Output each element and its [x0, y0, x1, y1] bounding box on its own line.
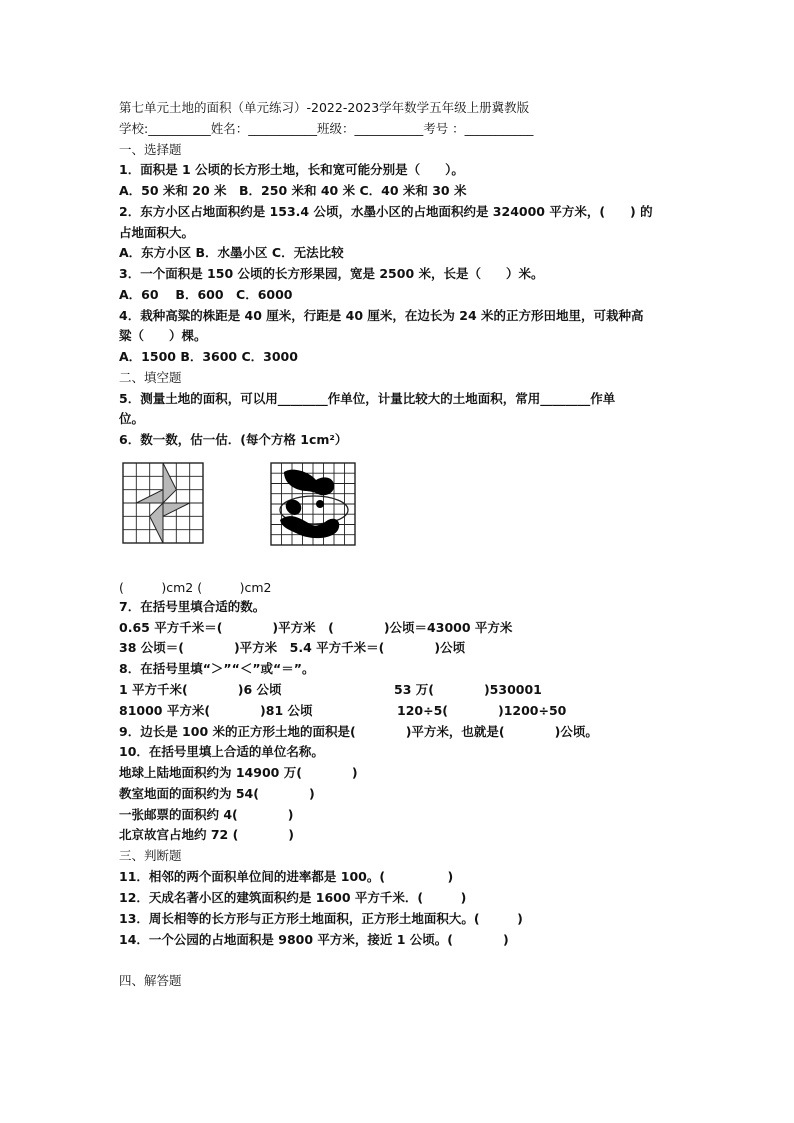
- question-8: 8．在括号里填“＞”“＜”或“＝”。: [119, 661, 315, 676]
- question-2-cont: 占地面积大。: [119, 225, 195, 240]
- question-2: 2．东方小区占地面积约是 153.4 公顷，水墨小区的占地面积约是 324000 平方米，( ) 的: [119, 204, 653, 219]
- question-7-line-2: 38 公顷＝( )平方米 5.4 平方千米＝( )公顷: [119, 640, 466, 655]
- question-3-options: A．60 B．600 C．6000: [119, 287, 293, 302]
- question-8-item-4: 120÷5( )1200÷50: [397, 703, 567, 718]
- question-2-options: A．东方小区 B．水墨小区 C．无法比较: [119, 245, 344, 260]
- student-info-line: 学校:__________姓名：___________班级：___________考号 ：___________: [119, 121, 534, 136]
- question-12: 12．天成名著小区的建筑面积约是 1600 平方千米．( ): [119, 890, 467, 905]
- question-10-line-2: 教室地面的面积约为 54( ): [119, 786, 315, 801]
- question-1-options: A．50 米和 20 米 B．250 米和 40 米 C．40 米和 30 米: [119, 183, 467, 198]
- question-14: 14．一个公园的占地面积是 9800 平方米，接近 1 公顷。( ): [119, 932, 509, 947]
- question-10-line-3: 一张邮票的面积约 4( ): [119, 807, 294, 822]
- section-heading-solve: 四、解答题: [119, 973, 182, 988]
- question-6: 6．数一数，估一估．(每个方格 1cm²）: [119, 432, 348, 447]
- grid-figure-pinwheel: [122, 462, 204, 544]
- question-3: 3．一个面积是 150 公顷的长方形果园，宽是 2500 米，长是（ ）米。: [119, 266, 544, 281]
- question-8-item-1: 1 平方千米( )6 公顷: [119, 682, 282, 697]
- question-6-answer-blanks: ( )cm2 ( )cm2: [119, 580, 272, 595]
- question-10-line-1: 地球上陆地面积约为 14900 万( ): [119, 765, 358, 780]
- grid-figure-irregular: [270, 462, 356, 546]
- page-title: 第七单元土地的面积（单元练习）-2022-2023学年数学五年级上册冀教版: [119, 100, 530, 115]
- section-heading-choice: 一、选择题: [119, 142, 182, 157]
- question-10-line-4: 北京故宫占地约 72 ( ): [119, 827, 295, 842]
- section-heading-fill: 二、填空题: [119, 370, 182, 385]
- question-4-options: A．1500 B．3600 C．3000: [119, 349, 298, 364]
- question-5-cont: 位。: [119, 411, 145, 426]
- question-8-item-2: 53 万( )530001: [394, 682, 542, 697]
- section-heading-judge: 三、判断题: [119, 848, 182, 863]
- question-13: 13．周长相等的长方形与正方形土地面积，正方形土地面积大。( ): [119, 911, 523, 926]
- question-9: 9．边长是 100 米的正方形土地的面积是( )平方米，也就是( )公顷。: [119, 724, 598, 739]
- question-11: 11．相邻的两个面积单位间的进率都是 100。( ): [119, 869, 454, 884]
- question-7: 7．在括号里填合适的数。: [119, 599, 266, 614]
- question-4-cont: 粱（ ）棵。: [119, 328, 207, 343]
- question-8-item-3: 81000 平方米( )81 公顷: [119, 703, 313, 718]
- question-4: 4．栽种高粱的株距是 40 厘米，行距是 40 厘米，在边长为 24 米的正方形田地里，可栽种高: [119, 308, 644, 323]
- question-1: 1．面积是 1 公顷的长方形土地，长和宽可能分别是（ ）。: [119, 162, 464, 177]
- question-10: 10．在括号里填上合适的单位名称。: [119, 744, 324, 759]
- question-7-line-1: 0.65 平方千米＝( )平方米 ( )公顷＝43000 平方米: [119, 620, 513, 635]
- question-5: 5．测量土地的面积，可以用________作单位，计量比较大的土地面积，常用________作单: [119, 391, 616, 406]
